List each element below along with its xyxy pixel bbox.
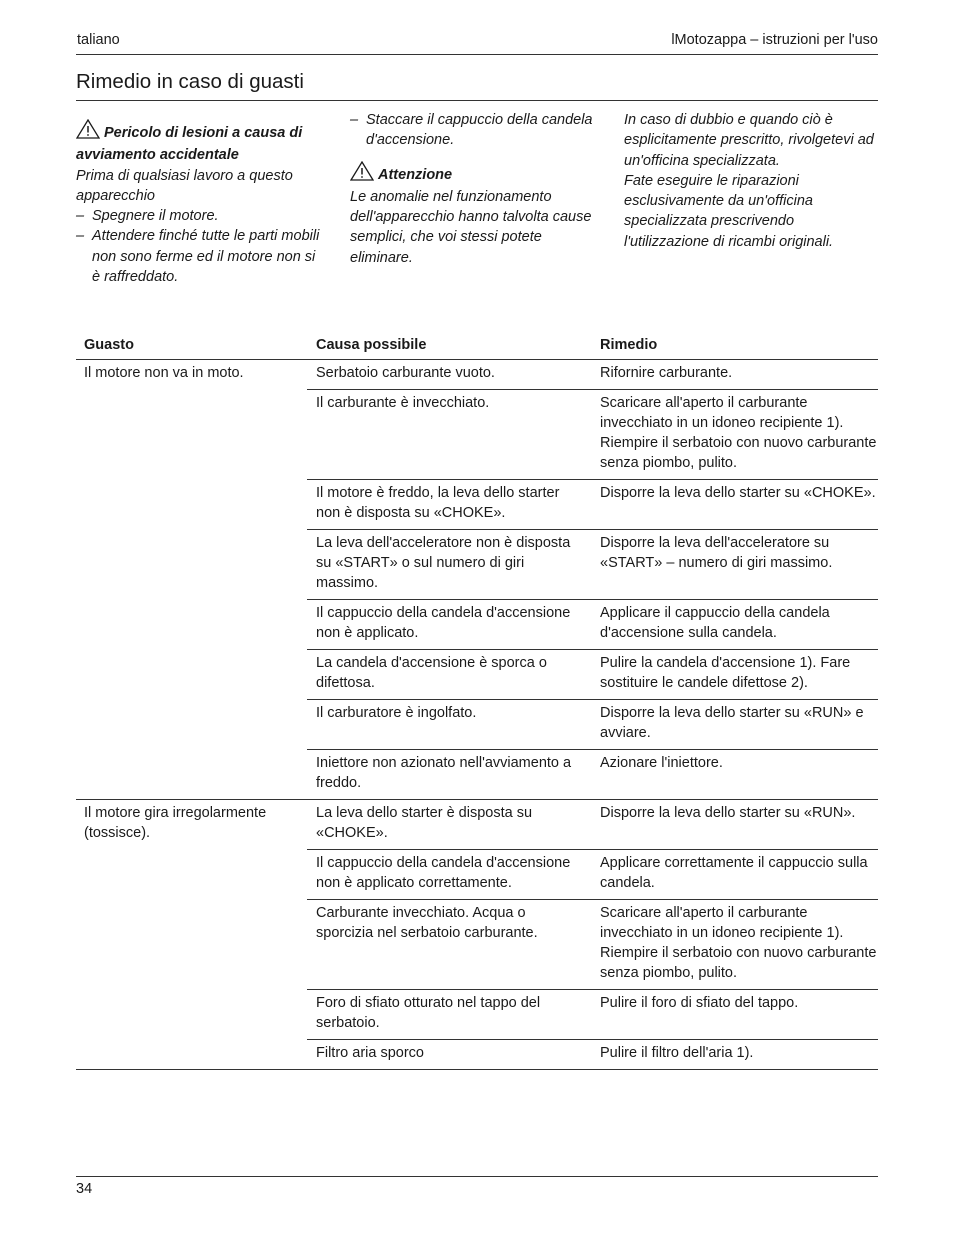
remedy-cell: Disporre la leva dello starter su «CHOKE». bbox=[600, 485, 876, 501]
remedy-cell: Pulire la candela d'accensione 1). Fare sostituire le candele difettose 2). bbox=[600, 655, 851, 691]
footer-divider bbox=[76, 1176, 878, 1177]
table-row bbox=[307, 480, 878, 530]
page-number: 34 bbox=[76, 1181, 93, 1197]
title-divider bbox=[76, 100, 878, 101]
table-header bbox=[76, 334, 878, 360]
caution-column bbox=[350, 110, 605, 268]
header-cause: Causa possibile bbox=[316, 337, 427, 353]
warning-title: Pericolo di lesioni a causa di avviamento accidentale bbox=[76, 125, 303, 164]
cause-cell: Il carburatore è ingolfato. bbox=[316, 705, 477, 721]
header-remedy: Rimedio bbox=[600, 337, 658, 353]
remedy-cell: Disporre la leva dello starter su «RUN» e avviare. bbox=[600, 705, 864, 741]
warning-intro: Prima di qualsiasi lavoro a questo apparecchio bbox=[76, 167, 293, 204]
cause-cell: La leva dell'acceleratore non è disposta su «START» o sul numero di giri massimo. bbox=[316, 535, 571, 591]
list-item: – Attendere finché tutte le parti mobili non sono ferme ed il motore non si è raffreddato. bbox=[76, 228, 320, 286]
cause-cell: Iniettore non azionato nell'avviamento a freddo. bbox=[316, 755, 572, 791]
cause-cell: Il motore è freddo, la leva dello starter non è disposta su «CHOKE». bbox=[316, 485, 560, 521]
service-column bbox=[624, 110, 878, 252]
cause-cell: Il cappuccio della candela d'accensione non è applicato correttamente. bbox=[316, 855, 571, 891]
remedy-cell: Azionare l'iniettore. bbox=[600, 755, 723, 771]
cause-cell: Carburante invecchiato. Acqua o sporcizia nel serbatoio carburante. bbox=[316, 905, 538, 941]
table-row bbox=[307, 850, 878, 900]
table-row bbox=[307, 390, 878, 480]
header-fault: Guasto bbox=[84, 337, 134, 353]
section-title: Rimedio in caso di guasti bbox=[76, 70, 304, 93]
fault-group bbox=[76, 360, 878, 800]
remedy-cell: Disporre la leva dello starter su «RUN». bbox=[600, 805, 856, 821]
cause-cell: Il cappuccio della candela d'accensione non è applicato. bbox=[316, 605, 571, 641]
fault-text: Il motore gira irregolarmente (tossisce). bbox=[84, 805, 267, 841]
cause-cell: La candela d'accensione è sporca o difettosa. bbox=[316, 655, 547, 691]
cause-cell: Foro di sfiato otturato nel tappo del serbatoio. bbox=[316, 995, 541, 1031]
table-row bbox=[307, 360, 878, 390]
table-row bbox=[307, 750, 878, 799]
list-item: – Staccare il cappuccio della candela d'accensione. bbox=[350, 112, 593, 149]
header-divider bbox=[76, 54, 878, 55]
service-paragraph-2: Fate eseguire le riparazioni esclusivamente da un'officina specializzata prescrivendo l'utilizzazione di ricambi originali. bbox=[624, 172, 834, 250]
remedy-cell: Pulire il foro di sfiato del tappo. bbox=[600, 995, 799, 1011]
cause-cell: La leva dello starter è disposta su «CHOKE». bbox=[316, 805, 533, 841]
caution-triangle-icon bbox=[350, 161, 374, 187]
list-item: – Spegnere il motore. bbox=[76, 208, 219, 225]
remedy-cell: Scaricare all'aperto il carburante invecchiato in un idoneo recipiente 1). Riempire il serbatoio con nuovo carburante senza piombo, pulito. bbox=[600, 395, 877, 471]
table-row bbox=[307, 900, 878, 990]
cause-cell: Il carburante è invecchiato. bbox=[316, 395, 490, 411]
remedy-cell: Disporre la leva dell'acceleratore su «START» – numero di giri massimo. bbox=[600, 535, 833, 571]
remedy-cell: Pulire il filtro dell'aria 1). bbox=[600, 1045, 754, 1061]
header-manual-title: lMotozappa – istruzioni per l'uso bbox=[671, 32, 878, 48]
table-row bbox=[307, 800, 878, 850]
table-row bbox=[307, 700, 878, 750]
table-row bbox=[307, 990, 878, 1040]
remedy-cell: Scaricare all'aperto il carburante invecchiato in un idoneo recipiente 1). Riempire il serbatoio con nuovo carburante senza piombo, pulito. bbox=[600, 905, 877, 981]
cause-cell: Filtro aria sporco bbox=[316, 1045, 424, 1061]
table-row bbox=[307, 650, 878, 700]
troubleshooting-table bbox=[76, 334, 878, 1070]
service-paragraph-1: In caso di dubbio e quando ciò è esplicitamente prescritto, rivolgetevi ad un'officina specializzata. bbox=[624, 112, 874, 169]
warning-triangle-icon bbox=[76, 119, 100, 145]
remedy-cell: Applicare correttamente il cappuccio sulla candela. bbox=[600, 855, 868, 891]
fault-group bbox=[76, 800, 878, 1070]
caution-title: Attenzione bbox=[378, 166, 453, 183]
fault-text: Il motore non va in moto. bbox=[84, 365, 244, 381]
table-row bbox=[307, 530, 878, 600]
header-language: taliano bbox=[77, 32, 120, 48]
remedy-cell: Rifornire carburante. bbox=[600, 365, 733, 381]
caution-text: Le anomalie nel funzionamento dell'apparecchio hanno talvolta cause semplici, che voi stessi potete eliminare. bbox=[350, 188, 592, 266]
remedy-cell: Applicare il cappuccio della candela d'accensione sulla candela. bbox=[600, 605, 830, 641]
table-row bbox=[307, 600, 878, 650]
cause-cell: Serbatoio carburante vuoto. bbox=[316, 365, 495, 381]
warning-column bbox=[76, 119, 321, 287]
table-row bbox=[307, 1040, 878, 1069]
